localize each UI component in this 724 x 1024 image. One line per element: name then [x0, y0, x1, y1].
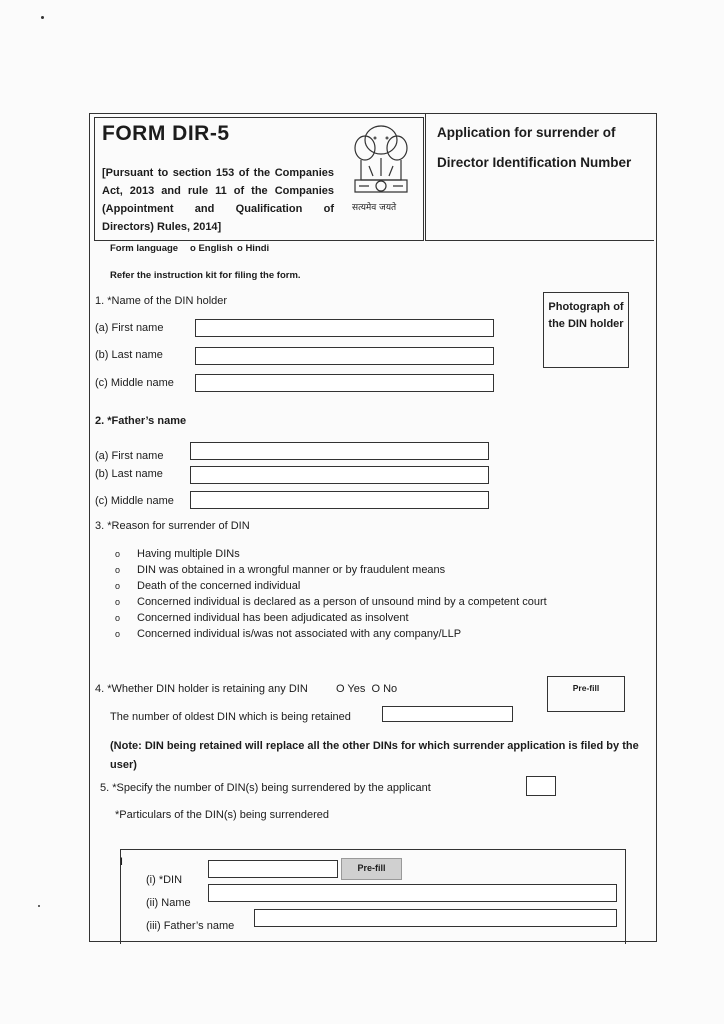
form-language-label: Form language [110, 243, 179, 254]
name-label: (ii) Name [146, 897, 191, 909]
row-index: I [120, 856, 124, 868]
section2-title: 2. *Father’s name [95, 415, 187, 427]
particulars-label: *Particulars of the DIN(s) being surrendered [115, 809, 329, 821]
s1-middle-name-field[interactable] [195, 374, 494, 392]
instruction-text: Refer the instruction kit for filing the form. [110, 270, 301, 281]
section3-title: 3. *Reason for surrender of DIN [95, 520, 250, 532]
din-label: (i) *DIN [146, 874, 183, 886]
language-option-hindi[interactable]: o Hindi [237, 243, 270, 254]
reason-option[interactable]: o Having multiple DINs [115, 548, 240, 560]
emblem-motto: सत्यमेव जयते [352, 203, 397, 213]
father-name-label: (iii) Father’s name [146, 920, 235, 932]
name-field[interactable] [208, 884, 617, 902]
prefill-button[interactable]: Pre-fill [547, 676, 625, 712]
reason-option[interactable]: o Death of the concerned individual [115, 580, 301, 592]
reason-option[interactable]: o DIN was obtained in a wrongful manner or by fraudulent means [115, 564, 446, 576]
s1-last-name-field[interactable] [195, 347, 494, 365]
pursuant-text: [Pursuant to section 153 of the Companies Act, 2013 and rule 11 of the Companies (Appointment and Qualification of Directors) Rules, 2014] [102, 167, 334, 233]
s2-first-name-field[interactable] [190, 442, 489, 460]
language-option-english[interactable]: o English [190, 243, 233, 254]
scan-speck [41, 16, 44, 19]
application-title: Application for surrender of Director Identification Number [437, 125, 632, 170]
retention-note: (Note: DIN being retained will replace all the other DINs for which surrender application is filed by the user) [110, 740, 639, 771]
reason-option[interactable]: o Concerned individual has been adjudicated as insolvent [115, 612, 409, 624]
s2-middle-name-label: (c) Middle name [95, 495, 174, 507]
reason-list [115, 546, 547, 642]
s2-first-name-label: (a) First name [95, 450, 164, 462]
photograph-box[interactable]: Photograph of the DIN holder [543, 292, 629, 368]
section5-title: 5. *Specify the number of DIN(s) being surrendered by the applicant [100, 782, 431, 794]
father-name-field[interactable] [254, 909, 617, 927]
retaining-din-options[interactable]: O Yes O No [336, 683, 398, 695]
s2-middle-name-field[interactable] [190, 491, 489, 509]
section4-title: 4. *Whether DIN holder is retaining any DIN [95, 683, 308, 695]
oldest-din-label: The number of oldest DIN which is being retained [110, 711, 351, 723]
form-title: FORM DIR-5 [102, 122, 230, 145]
s1-first-name-label: (a) First name [95, 322, 164, 334]
reason-option[interactable]: o Concerned individual is/was not associated with any company/LLP [115, 628, 462, 640]
oldest-din-field[interactable] [382, 706, 513, 722]
s2-last-name-field[interactable] [190, 466, 489, 484]
s2-last-name-label: (b) Last name [95, 468, 163, 480]
din-prefill-button[interactable]: Pre-fill [341, 858, 402, 880]
scan-speck [38, 905, 40, 907]
s1-last-name-label: (b) Last name [95, 349, 163, 361]
din-field[interactable] [208, 860, 338, 878]
reason-option[interactable]: o Concerned individual is declared as a person of unsound mind by a competent court [115, 596, 547, 608]
s1-first-name-field[interactable] [195, 319, 494, 337]
section1-title: 1. *Name of the DIN holder [95, 295, 228, 307]
din-count-field[interactable] [526, 776, 556, 796]
s1-middle-name-label: (c) Middle name [95, 377, 174, 389]
